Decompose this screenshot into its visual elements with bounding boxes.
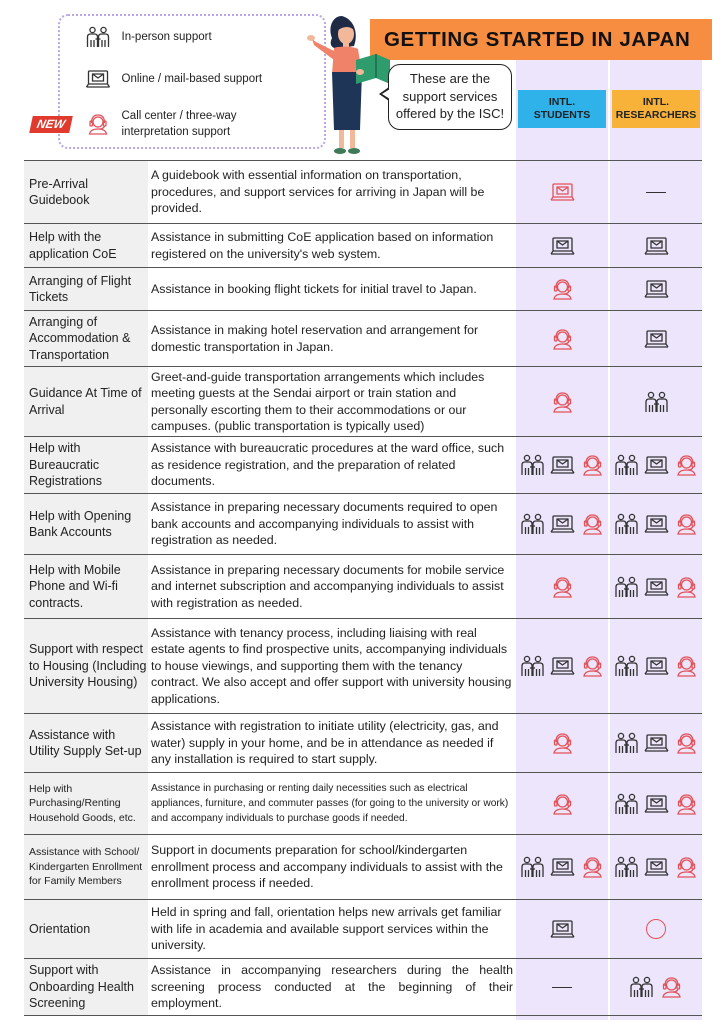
not-applicable-dash — [552, 987, 572, 988]
mail-laptop-icon — [643, 513, 670, 535]
in-person-support-icon — [613, 793, 640, 815]
in-person-support-icon — [643, 391, 670, 413]
service-description: Assistance with registration to initiate utility (electricity, gas, and water) supply in your home, and be in attendance as needed if any installation is required to start supply. — [151, 719, 499, 767]
headset-icon — [549, 391, 576, 413]
service-name: Support with Onboarding Health Screening — [24, 959, 148, 1015]
service-description: Greet-and-guide transportation arrangements which includes meeting guests at the Sendai airport or train station and personally escorting them to their accommodations or our campuses. (public transportation is typically used) — [151, 369, 485, 433]
students-support-cell — [516, 494, 608, 554]
students-support-cell — [516, 619, 608, 713]
in-person-support-icon — [519, 856, 546, 878]
students-support-cell — [516, 437, 608, 493]
headset-icon — [549, 576, 576, 598]
students-support-cell — [516, 714, 608, 772]
mail-laptop-icon — [549, 454, 576, 476]
researchers-support-cell — [610, 714, 702, 772]
table-row — [24, 223, 702, 267]
mail-laptop-icon — [549, 235, 576, 257]
mail-laptop-icon — [549, 856, 576, 878]
headset-icon — [673, 454, 700, 476]
table-row — [24, 618, 702, 713]
mail-laptop-icon — [643, 235, 670, 257]
service-description: Assistance in accompanying researchers during the health screening process conducted at the beginning of their employment. — [151, 963, 513, 1011]
headset-icon — [673, 732, 700, 754]
researchers-support-cell — [610, 959, 702, 1015]
legend-call-center — [82, 108, 237, 140]
students-header-line2: STUDENTS — [533, 109, 591, 121]
service-name: Arranging of Accommodation & Transportation — [24, 311, 148, 366]
students-support-cell — [516, 959, 608, 1015]
service-description: Assistance with tenancy process, including liaising with real estate agents to find prospective units, accompanying individuals to house viewings, and supporting them with the tenancy contract. We also accept and offer support with university housing applications. — [151, 625, 512, 706]
table-row — [24, 267, 702, 310]
speech-line2: support services — [402, 88, 498, 104]
service-name: Help with Purchasing/Renting Household Goods, etc. — [24, 773, 148, 834]
service-description: A guidebook with essential information on transportation, procedures, and support services for arriving in Japan will be provided. — [151, 168, 485, 216]
mail-laptop-icon — [643, 278, 670, 300]
in-person-support-icon — [628, 976, 655, 998]
service-description: Assistance in making hotel reservation and arrangement for domestic transportation in Japan. — [151, 323, 479, 354]
researchers-support-cell — [610, 437, 702, 493]
mail-laptop-icon — [643, 856, 670, 878]
researchers-support-cell — [610, 773, 702, 834]
researchers-support-cell — [610, 494, 702, 554]
service-name: Support with respect to Housing (Including University Housing) — [24, 619, 148, 713]
speech-bubble — [388, 64, 512, 130]
service-name: Arranging of Flight Tickets — [24, 268, 148, 310]
mail-laptop-icon — [549, 181, 576, 203]
researchers-header-line1: INTL. — [642, 96, 670, 108]
researchers-support-cell — [610, 555, 702, 618]
service-name: Assistance with Utility Supply Set-up — [24, 714, 148, 772]
mail-laptop-icon — [643, 576, 670, 598]
students-support-cell — [516, 900, 608, 958]
legend-call-line2: interpretation support — [121, 126, 231, 138]
in-person-support-icon — [519, 513, 546, 535]
legend-in-person-label: In-person support — [121, 31, 212, 43]
speech-line1: These are the — [409, 71, 491, 86]
service-description: Held in spring and fall, orientation helps new arrivals get familiar with life in academia and available support services within the university. — [151, 905, 502, 953]
students-support-cell — [516, 773, 608, 834]
headset-icon — [579, 513, 606, 535]
table-row — [24, 436, 702, 493]
legend-online — [82, 68, 262, 90]
service-name: Help with Bureaucratic Registrations — [24, 437, 148, 493]
service-name: Pre-Arrival Guidebook — [24, 161, 148, 223]
legend-box — [58, 14, 326, 149]
legend-in-person — [82, 26, 212, 48]
mail-laptop-icon — [643, 328, 670, 350]
students-support-cell — [516, 268, 608, 310]
researchers-support-cell — [610, 619, 702, 713]
researchers-support-cell — [610, 311, 702, 366]
in-person-support-icon — [613, 655, 640, 677]
service-name: Assistance with School/ Kindergarten Enrollment for Family Members — [24, 835, 148, 899]
headset-icon — [673, 576, 700, 598]
headset-icon — [549, 328, 576, 350]
researchers-support-cell — [610, 161, 702, 223]
speech-line3: offered by the ISC! — [395, 106, 505, 121]
headset-icon — [549, 793, 576, 815]
table-row — [24, 899, 702, 958]
page-title: GETTING STARTED IN JAPAN — [370, 19, 712, 60]
in-person-support-icon — [613, 856, 640, 878]
researchers-support-cell — [610, 835, 702, 899]
students-support-cell — [516, 367, 608, 436]
mail-laptop-icon — [549, 513, 576, 535]
students-header-line1: INTL. — [548, 96, 576, 108]
headset-icon — [673, 856, 700, 878]
service-description: Assistance in preparing necessary documents for mobile service and internet subscription and accompanying individuals to assist with registration as needed. — [151, 562, 505, 610]
mail-laptop-icon — [84, 68, 112, 90]
service-name: Guidance At Time of Arrival — [24, 367, 148, 436]
researchers-support-cell — [610, 268, 702, 310]
new-badge: NEW — [29, 116, 73, 133]
headset-icon — [579, 655, 606, 677]
legend-call-center-label — [122, 108, 237, 140]
in-person-support-icon — [613, 454, 640, 476]
column-header-students — [518, 90, 606, 128]
legend-call-line1: Call center / three-way — [121, 110, 237, 122]
service-description: Assistance in booking flight tickets for initial travel to Japan. — [151, 281, 477, 296]
service-name: Orientation — [24, 900, 148, 958]
table-row — [24, 713, 702, 772]
service-description: Support in documents preparation for school/kindergarten enrollment process and accompany individuals to assist with the enrollment process if needed. — [151, 843, 503, 891]
headset-icon — [549, 278, 576, 300]
table-row — [24, 160, 702, 223]
headset-icon — [658, 976, 685, 998]
headset-icon — [673, 655, 700, 677]
in-person-support-icon — [613, 576, 640, 598]
table-row — [24, 310, 702, 366]
headset-icon — [579, 856, 606, 878]
table-row — [24, 772, 702, 834]
mail-laptop-icon — [549, 655, 576, 677]
researchers-support-cell — [610, 224, 702, 267]
headset-icon — [84, 113, 112, 135]
table-row — [24, 554, 702, 618]
headset-icon — [579, 454, 606, 476]
students-support-cell — [516, 224, 608, 267]
students-support-cell — [516, 835, 608, 899]
in-person-support-icon — [613, 732, 640, 754]
students-support-cell — [516, 161, 608, 223]
in-person-support-icon — [519, 655, 546, 677]
service-name: Help with the application CoE — [24, 224, 148, 267]
mail-laptop-icon — [549, 918, 576, 940]
column-header-researchers — [612, 90, 700, 128]
table-row — [24, 366, 702, 436]
not-applicable-dash — [646, 192, 666, 193]
service-description: Assistance in purchasing or renting daily necessities such as electrical appliances, furniture, and commuter passes (for going to the university or work) and accompany individuals to purchase goods if needed. — [151, 783, 509, 824]
legend-online-label: Online / mail-based support — [121, 73, 263, 85]
researchers-support-cell — [610, 900, 702, 958]
table-row — [24, 958, 702, 1016]
mail-laptop-icon — [643, 732, 670, 754]
circle-icon — [646, 919, 666, 939]
researchers-support-cell — [610, 367, 702, 436]
headset-icon — [549, 732, 576, 754]
headset-icon — [673, 513, 700, 535]
service-description: Assistance in preparing necessary documents required to open bank accounts and accompanying individuals to assist with registration as needed. — [151, 500, 498, 548]
headset-icon — [673, 793, 700, 815]
table-row — [24, 834, 702, 899]
in-person-support-icon — [84, 26, 112, 48]
in-person-support-icon — [519, 454, 546, 476]
service-name: Help with Opening Bank Accounts — [24, 494, 148, 554]
service-description: Assistance in submitting CoE application based on information registered on the university's web system. — [151, 230, 494, 261]
mail-laptop-icon — [643, 454, 670, 476]
students-support-cell — [516, 555, 608, 618]
students-support-cell — [516, 311, 608, 366]
service-description: Assistance with bureaucratic procedures at the ward office, such as residence registration, and the preparation of related documents. — [151, 441, 505, 489]
researchers-header-line2: RESEARCHERS — [615, 109, 697, 121]
in-person-support-icon — [613, 513, 640, 535]
table-row — [24, 493, 702, 554]
mail-laptop-icon — [643, 655, 670, 677]
mail-laptop-icon — [643, 793, 670, 815]
service-name: Help with Mobile Phone and Wi-fi contracts. — [24, 555, 148, 618]
